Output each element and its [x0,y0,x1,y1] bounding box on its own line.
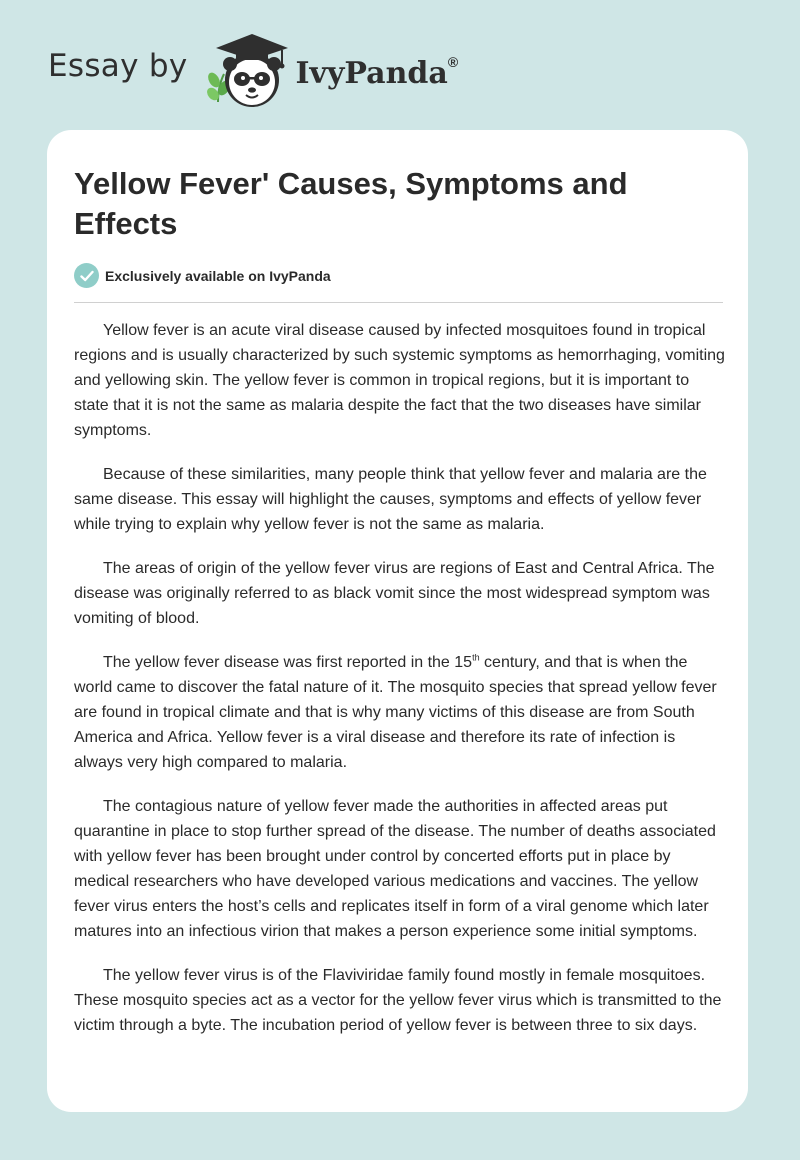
paragraph-2: Because of these similarities, many people think that yellow fever and malaria are the same disease. This essay will highlight the causes, symptoms and effects of yellow fever while trying to explain why yellow fever is not the same as malaria. [74,466,707,533]
paragraph-3: The areas of origin of the yellow fever virus are regions of East and Central Africa. The disease was originally referred to as black vomit since the most widespread symptom was vomiting of blood. [74,560,715,627]
brand-name-text: IvyPanda [295,55,448,91]
brand-prefix: Essay by [48,48,188,84]
divider [74,302,723,303]
paragraph-4 [74,650,726,775]
paragraph-1: Yellow fever is an acute viral disease caused by infected mosquitoes found in tropical regions and is usually characterized by such systemic symptoms as hemorrhaging, vomiting and yellowing skin. The yellow fever is common in tropical regions, but it is important to state that it is not the same as malaria despite the fact that the two diseases have similar symptoms. [74,322,725,439]
ordinal-suffix: th [472,652,480,663]
essay-title: Yellow Fever' Causes, Symptoms and Effects [74,166,628,241]
check-circle-icon [74,263,99,288]
badge-label: Exclusively available on IvyPanda [105,267,331,284]
site-header [48,30,458,110]
paragraph-6: The yellow fever virus is of the Flaviviridae family found mostly in female mosquitoes. These mosquito species act as a vector for the yellow fever virus which is transmitted to the victim through a byte. The incubation period of yellow fever is between three to six days. [74,967,722,1034]
paragraph-4-text: The yellow fever disease was first reported in the 15 [103,654,473,671]
essay-card [47,130,748,1112]
brand-name[interactable] [295,53,459,91]
paragraph-5: The contagious nature of yellow fever made the authorities in affected areas put quarantine in place to stop further spread of the disease. The number of deaths associated with yellow fever has been brought under control by concerted efforts put in place by medical researchers who have developed various medications and vaccines. The yellow fever virus enters the host’s cells and replicates itself in form of a viral genome which later matures into an infectious virion that makes a person experience some initial symptoms. [74,798,716,940]
exclusive-badge [74,263,331,288]
registered-mark: ® [447,53,459,70]
essay-body [74,318,726,1057]
paragraph-4-text-rest: century, and that is when the world came to discover the fatal nature of it. The mosquito species that spread yellow fever are found in tropical climate and that is why many victims of this disease are from South America and Africa. Yellow fever is a viral disease and therefore its rate of infection is always very high compared to malaria. [74,654,717,771]
panda-logo-icon[interactable] [202,30,294,110]
